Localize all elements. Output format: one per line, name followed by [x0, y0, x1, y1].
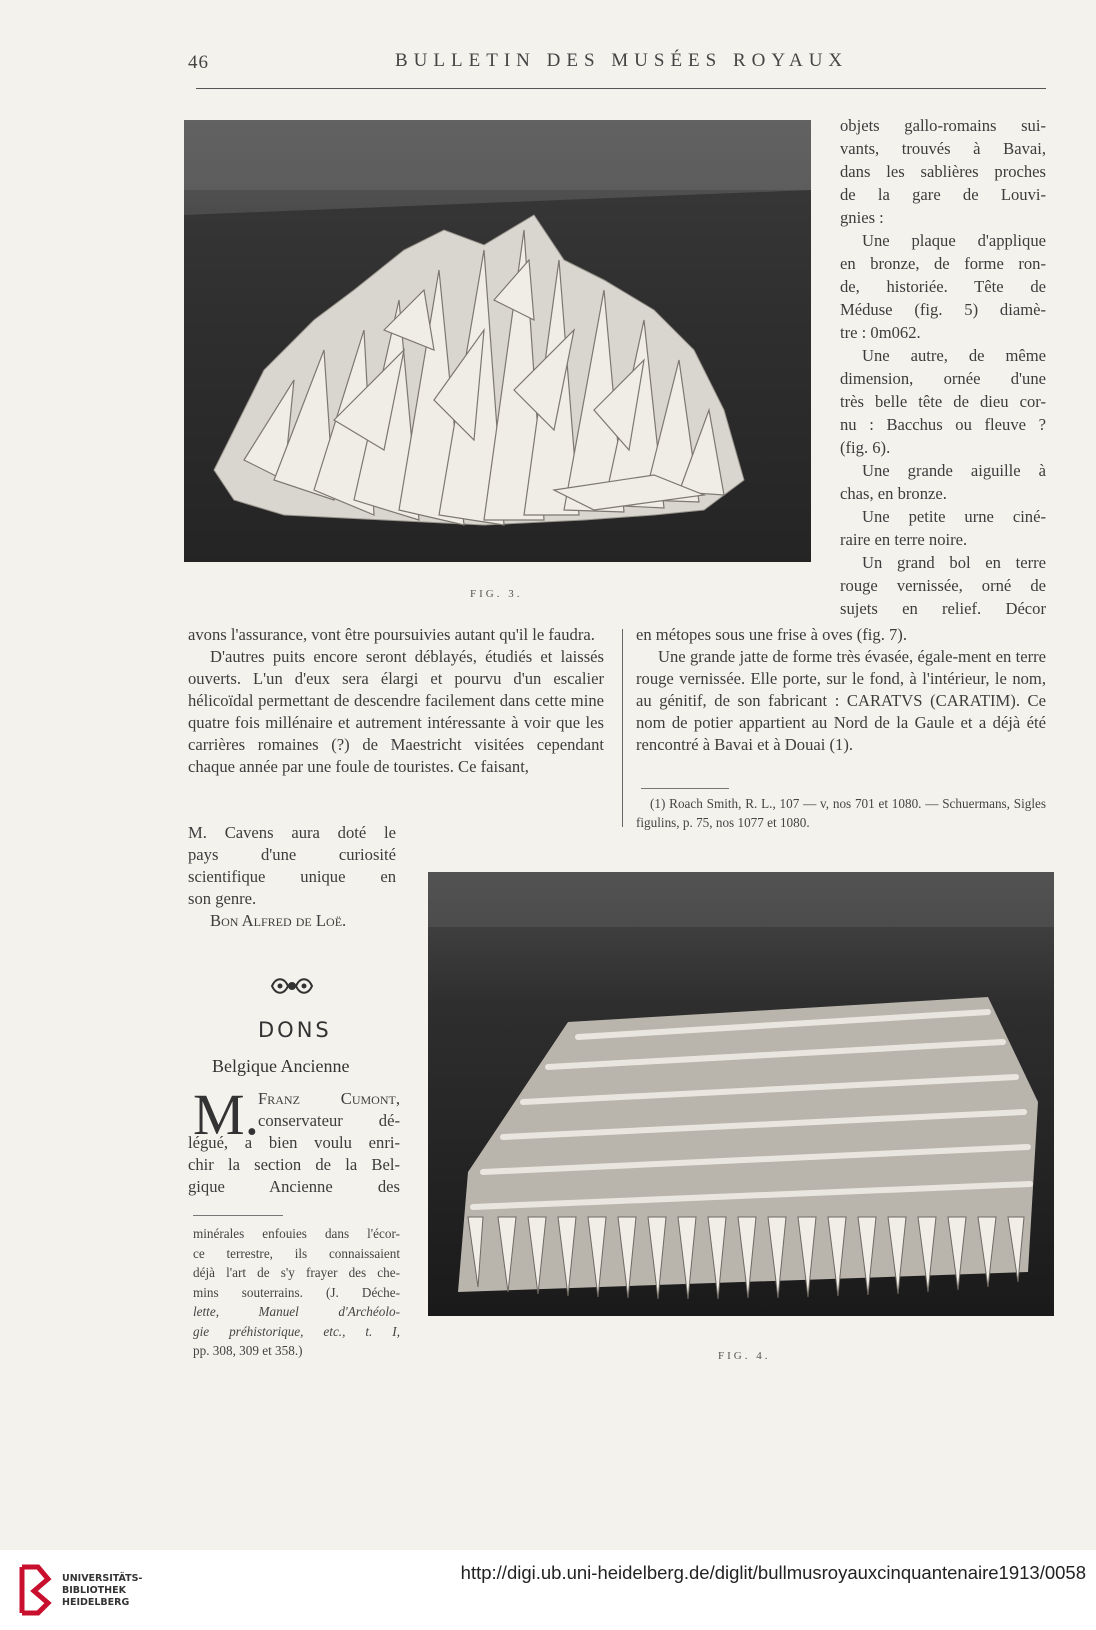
- text-line: Une grande aiguille à: [862, 461, 1046, 480]
- footnote-line: pp. 308, 309 et 358.): [193, 1343, 303, 1358]
- text-line: dans les sablières proches: [840, 162, 1046, 181]
- text-line: Un grand bol en terre: [862, 553, 1046, 572]
- left-column-text: [188, 624, 604, 778]
- text-line: rouge vernissée, orné de: [840, 576, 1046, 595]
- header-rule: [196, 88, 1046, 89]
- text-line: conservateur dé-: [258, 1111, 400, 1130]
- ornament-icon: [268, 975, 316, 997]
- left-narrow-text: [188, 822, 396, 932]
- paragraph: en métopes sous une frise à oves (fig. 7).: [636, 625, 907, 644]
- flint-pile-image: [184, 120, 811, 562]
- text-line: chir la section de la Bel-: [188, 1155, 400, 1174]
- footnote-line: mins souterrains. (J. Déche-: [193, 1284, 400, 1300]
- dons-text-top: [258, 1088, 400, 1132]
- text-line: vants, trouvés à Bavai,: [840, 139, 1046, 158]
- text-line: M. Cavens aura doté le: [188, 823, 396, 842]
- text-line: Méduse (fig. 5) diamè-: [840, 300, 1046, 319]
- text-line: légué, a bien voulu enri-: [188, 1133, 400, 1152]
- dons-text: [188, 1132, 400, 1198]
- column-divider: [622, 629, 623, 827]
- footnote-text: (1) Roach Smith, R. L., 107 — v, nos 701 et 1080. — Schuermans, Sigles figulins, p. 75, nos 1077 et 1080.: [636, 796, 1046, 830]
- library-name: [62, 1573, 142, 1609]
- text-line: scientifique unique en: [188, 867, 396, 886]
- paragraph: avons l'assurance, vont être poursuivies autant qu'il le faudra.: [188, 625, 595, 644]
- text-line: gique Ancienne des: [188, 1177, 400, 1196]
- text-line: en bronze, de forme ron-: [840, 254, 1046, 273]
- text-line: sujets en relief. Décor: [840, 599, 1046, 618]
- text-line: chas, en bronze.: [840, 484, 947, 503]
- library-name-line: HEIDELBERG: [62, 1597, 130, 1608]
- section-heading: DONS: [258, 1018, 332, 1042]
- text-line: (fig. 6).: [840, 438, 891, 457]
- right-top-text: [840, 114, 1046, 620]
- text-line: pays d'une curiosité: [188, 845, 396, 864]
- signature: Bon Alfred de Loë.: [210, 911, 347, 930]
- text-line: Franz Cumont,: [258, 1089, 400, 1108]
- footnote-line: ce terrestre, ils connaissaient: [193, 1245, 400, 1261]
- section-subheading: Belgique Ancienne: [212, 1056, 350, 1076]
- paragraph: D'autres puits encore seront déblayés, étudiés et laissés ouverts. L'un d'eux sera élargi et pourvu d'un escalier hélicoïdal permettant de descendre facilement dans cette mine quatre fois millénaire et autrement intéressante à voir que les carrières romaines (?) de Maestricht visitées cependant chaque année par une foule de touristes. Ce faisant,: [188, 647, 604, 776]
- text-line: objets gallo-romains sui-: [840, 116, 1046, 135]
- library-name-line: BIBLIOTHEK: [62, 1585, 126, 1596]
- footnote-rule: [193, 1215, 283, 1216]
- figure-3-caption: FIG. 3.: [470, 588, 523, 600]
- figure-4-photo: [428, 872, 1054, 1316]
- text-line: de, historiée. Tête de: [840, 277, 1046, 296]
- left-footnote: [193, 1224, 400, 1361]
- page-number: 46: [188, 52, 209, 73]
- flint-rows-image: [428, 872, 1054, 1316]
- drop-cap: M.: [193, 1082, 260, 1147]
- text-line: son genre.: [188, 889, 257, 908]
- text-line: très belle tête de dieu cor-: [840, 392, 1046, 411]
- text-line: dimension, ornée d'une: [840, 369, 1046, 388]
- footnote-line: gie préhistorique, etc., t. I,: [193, 1323, 400, 1339]
- running-title: BULLETIN DES MUSÉES ROYAUX: [395, 50, 849, 71]
- right-footnote: [636, 794, 1046, 832]
- paragraph: Une grande jatte de forme très évasée, égale-ment en terre rouge vernissée. Elle porte, sur le fond, à l'intérieur, le nom, au génitif, de son fabricant : CARATVS (CARATIM). Ce nom de potier appartient au Nord de la Gaule et a déjà été rencontré à Bavai et à Douai (1).: [636, 647, 1046, 754]
- footnote-line: déjà l'art de s'y frayer des che-: [193, 1265, 400, 1280]
- source-url-link[interactable]: http://digi.ub.uni-heidelberg.de/diglit/bullmusroyauxcinquantenaire1913/0058: [460, 1562, 1086, 1583]
- text-line: tre : 0m062.: [840, 323, 921, 342]
- text-line: de la gare de Louvi-: [840, 185, 1046, 204]
- text-line: gnies :: [840, 208, 884, 227]
- library-name-line: UNIVERSITÄTS-: [62, 1573, 143, 1584]
- right-column-text: [636, 624, 1046, 756]
- text-line: raire en terre noire.: [840, 530, 968, 549]
- footnote-rule: [641, 788, 729, 789]
- text-line: Une autre, de même: [862, 346, 1046, 365]
- text-line: Une plaque d'applique: [862, 231, 1046, 250]
- footnote-line: minérales enfouies dans l'écor-: [193, 1226, 400, 1241]
- library-logo-icon: [16, 1563, 54, 1617]
- footnote-line: lette, Manuel d'Archéolo-: [193, 1304, 400, 1319]
- text-line: nu : Bacchus ou fleuve ?: [840, 415, 1046, 434]
- text-line: Une petite urne ciné-: [862, 507, 1046, 526]
- figure-3-photo: [184, 120, 811, 562]
- figure-4-caption: FIG. 4.: [718, 1350, 771, 1362]
